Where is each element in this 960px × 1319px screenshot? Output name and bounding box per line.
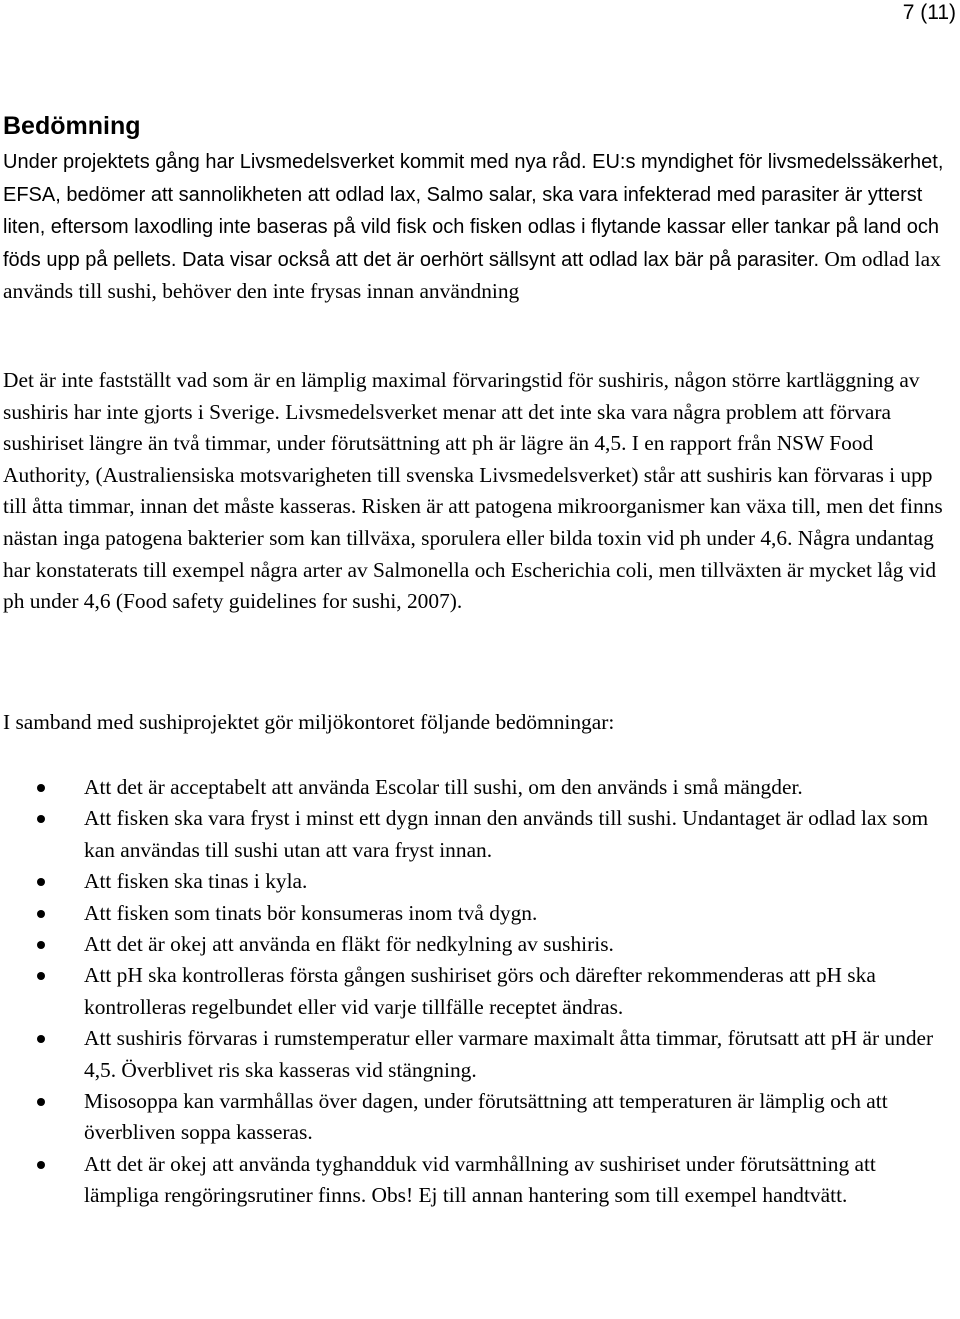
list-item-text: Att det är acceptabelt att använda Escolar till sushi, om den används i små mängder.: [84, 775, 803, 799]
list-item-text: Att pH ska kontrolleras första gången sushiriset görs och därefter rekommenderas att pH ska kontrolleras regelbundet eller vid varje tillfälle receptet ändras.: [84, 963, 876, 1019]
bullet-icon: [37, 1161, 45, 1169]
bullet-icon: [37, 784, 45, 792]
list-item-text: Att sushiris förvaras i rumstemperatur eller varmare maximalt åtta timmar, förutsatt att pH är under 4,5. Överblivet ris ska kasseras vid stängning.: [84, 1026, 934, 1082]
list-item: [0, 866, 940, 897]
paragraph-assessments-intro: I samband med sushiprojektet gör miljökontoret följande bedömningar:: [3, 710, 615, 734]
bullet-icon: [37, 941, 45, 949]
paragraph-sushiris-storage: Det är inte fastställt vad som är en lämplig maximal förvaringstid för sushiris, någon större kartläggning av sushiris har inte gjorts i Sverige. Livsmedelsverket menar att det inte ska vara några problem att förvara sushiriset längre än två timmar, under förutsättning att ph är lägre än 4,5. I en rapport från NSW Food Authority, (Australiensiska motsvarigheten till svenska Livsmedelsverket) står att sushiris kan förvaras i upp till åtta timmar, innan det måste kasseras. Risken är att patogena mikroorganismer kan växa till, men det finns nästan inga patogena bakterier som kan tillväxa, sporulera eller bilda toxin vid ph under 4,6. Några undantag har konstaterats till exempel några arter av Salmonella och Escherichia coli, men tillväxten är mycket låg vid ph under 4,6 (Food safety guidelines for sushi, 2007).: [3, 368, 943, 614]
bullet-icon: [37, 878, 45, 886]
list-item-text: Att fisken ska vara fryst i minst ett dygn innan den används till sushi. Undantaget är odlad lax som kan användas till sushi utan att vara fryst innan.: [84, 806, 929, 862]
bullet-icon: [37, 1098, 45, 1106]
list-item: [0, 929, 940, 960]
list-item: [0, 898, 940, 929]
bullet-icon: [37, 972, 45, 980]
paragraph-efsa-sans-text: Under projektets gång har Livsmedelsverket kommit med nya råd. EU:s myndighet för livsmedelssäkerhet, EFSA, bedömer att sannolikheten att odlad lax, Salmo salar, ska vara infekterad med parasiter är ytterst liten, eftersom laxodling inte baseras på vild fisk och fisken odlas i flytande kassar eller tankar på land och föds upp på pellets. Data visar också att det är oerhört sällsynt att odlad lax bär på parasiter.: [3, 151, 944, 271]
list-item-text: Att fisken ska tinas i kyla.: [84, 869, 308, 894]
list-item-text: Att det är okej att använda en fläkt för nedkylning av sushiris.: [84, 932, 614, 957]
list-item: [0, 960, 940, 1023]
assessment-list: [0, 772, 940, 1212]
bullet-icon: [37, 910, 45, 918]
page-number: 7 (11): [902, 1, 956, 24]
paragraph-efsa: [3, 146, 953, 308]
list-item: [0, 1149, 940, 1212]
list-item-text: Att fisken som tinats bör konsumeras inom två dygn.: [84, 900, 538, 925]
paragraph-efsa-serif-text: Om odlad lax används till sushi, behöver den inte frysas innan användning: [3, 246, 941, 304]
bullet-icon: [37, 1035, 45, 1043]
list-item: [0, 772, 940, 803]
section-heading: Bedömning: [3, 112, 141, 140]
list-item: [0, 803, 940, 866]
bullet-icon: [37, 815, 45, 823]
list-item: [0, 1086, 940, 1149]
list-item-text: Misosoppa kan varmhållas över dagen, under förutsättning att temperaturen är lämplig och att överbliven soppa kasseras.: [84, 1089, 888, 1145]
list-item: [0, 1023, 940, 1086]
list-item-text: Att det är okej att använda tyghandduk vid varmhållning av sushiriset under förutsättning att lämpliga rengöringsrutiner finns. Obs! Ej till annan hantering som till exempel handtvätt.: [84, 1151, 876, 1208]
